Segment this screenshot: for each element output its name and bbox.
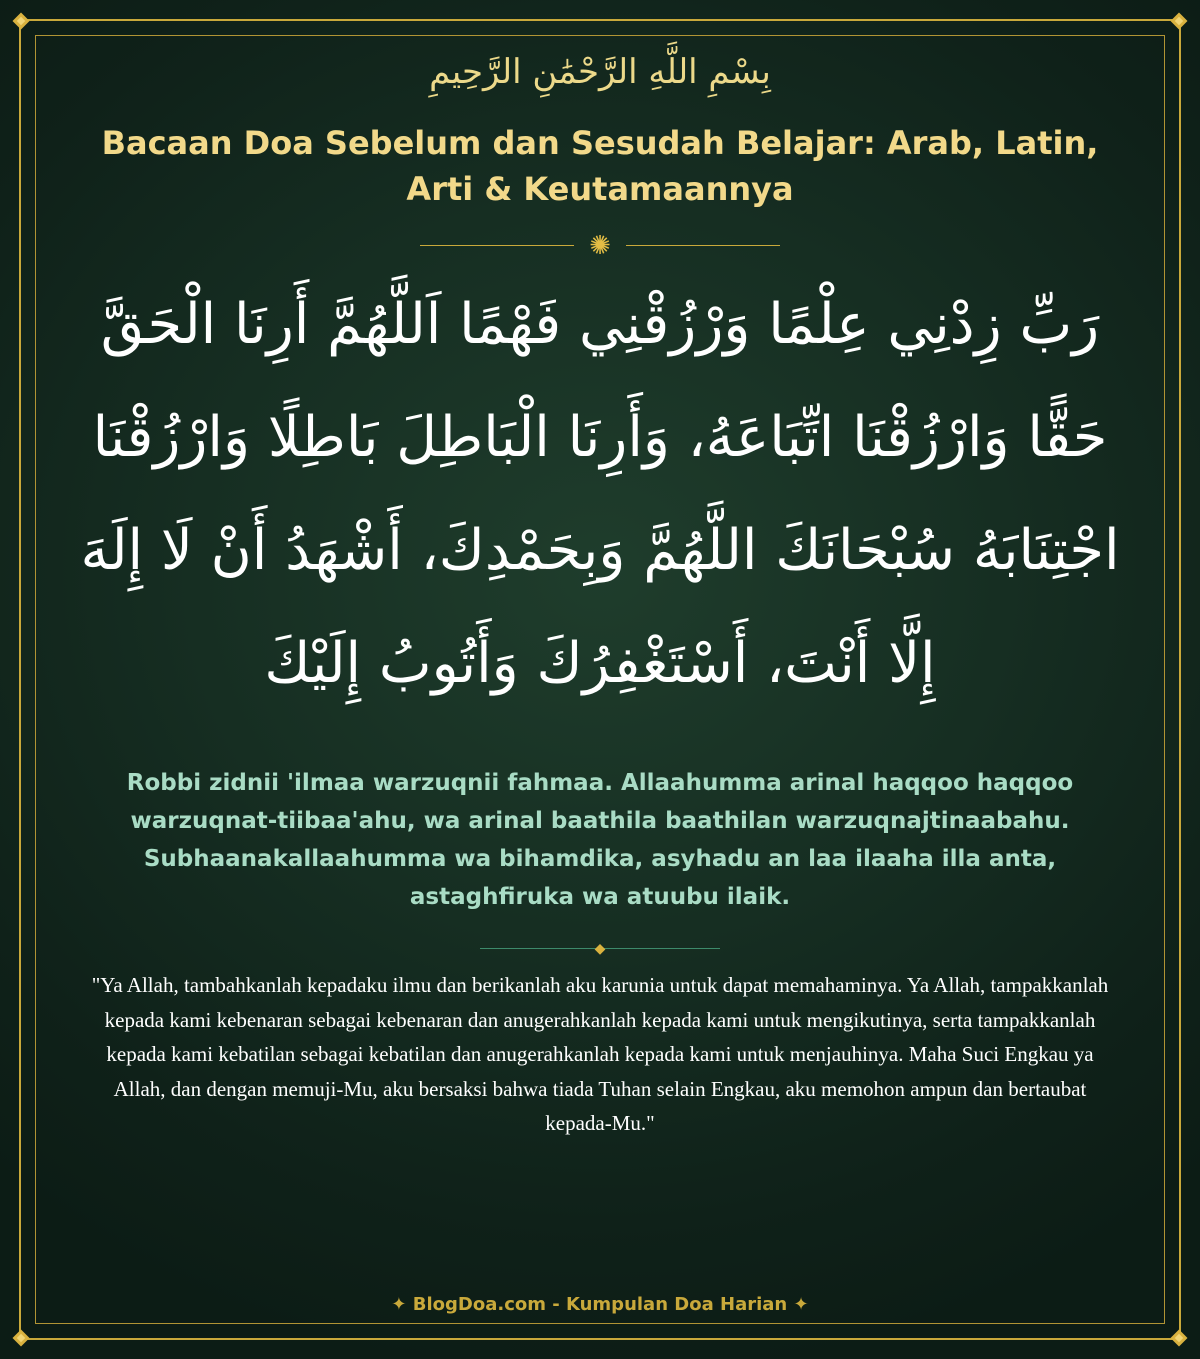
diamond-icon: ◆ <box>594 941 606 957</box>
indonesian-translation: "Ya Allah, tambahkanlah kepadaku ilmu dan berikanlah aku karunia untuk dapat memahaminya. Ya Allah, tampakkanlah kepada kami kebenaran sebagai kebenaran dan anugerahkanlah kepada kami untuk mengikutinya, serta tampakkanlah kepada kami kebatilan sebagai kebatilan dan anugerahkanlah kepada kami untuk menjauhinya. Maha Suci Engkau ya Allah, dan dengan memuji-Mu, aku bersaksi bahwa tiada Tuhan selain Engkau, aku memohon ampun dan bertaubat kepada-Mu." <box>91 973 1109 1135</box>
arabic-prayer-text: رَبِّ زِدْنِي عِلْمًا وَرْزُقْنِي فَهْمًا اَللَّهُمَّ أَرِنَا الْحَقَّ حَقًّا وَارْزُقْنَا اتِّبَاعَهُ، وَأَرِنَا الْبَاطِلَ بَاطِلًا وَارْزُقْنَا اجْتِنَابَهُ سُبْحَانَكَ اللَّهُمَّ وَبِحَمْدِكَ، أَشْهَدُ أَنْ لَا إِلَهَ إِلَّا أَنْتَ، أَسْتَغْفِرُكَ وَأَتُوبُ إِلَيْكَ <box>80 292 1120 696</box>
footer-credit: ✦ BlogDoa.com - Kumpulan Doa Harian ✦ <box>391 1294 809 1315</box>
page-title: Bacaan Doa Sebelum dan Sesudah Belajar: Arab, Latin, Arti & Keutamaannya <box>101 124 1099 208</box>
divider-line-right <box>626 245 780 246</box>
section-divider <box>480 940 720 956</box>
bismillah-heading: بِسْمِ اللَّهِ الرَّحْمَٰنِ الرَّحِيمِ <box>429 52 771 92</box>
title-divider <box>420 231 780 261</box>
divider-line-left <box>420 245 574 246</box>
latin-transliteration: Robbi zidnii 'ilmaa warzuqnii fahmaa. Allaahumma arinal haqqoo haqqoo warzuqnat-tiibaa'ahu, wa arinal baathila baathilan warzuqnajtinaabahu. Subhaanakallaahumma wa bihamdika, asyhadu an laa ilaaha illa anta, astaghfiruka wa atuubu ilaik. <box>126 770 1074 910</box>
star-icon: ✺ <box>589 231 611 261</box>
